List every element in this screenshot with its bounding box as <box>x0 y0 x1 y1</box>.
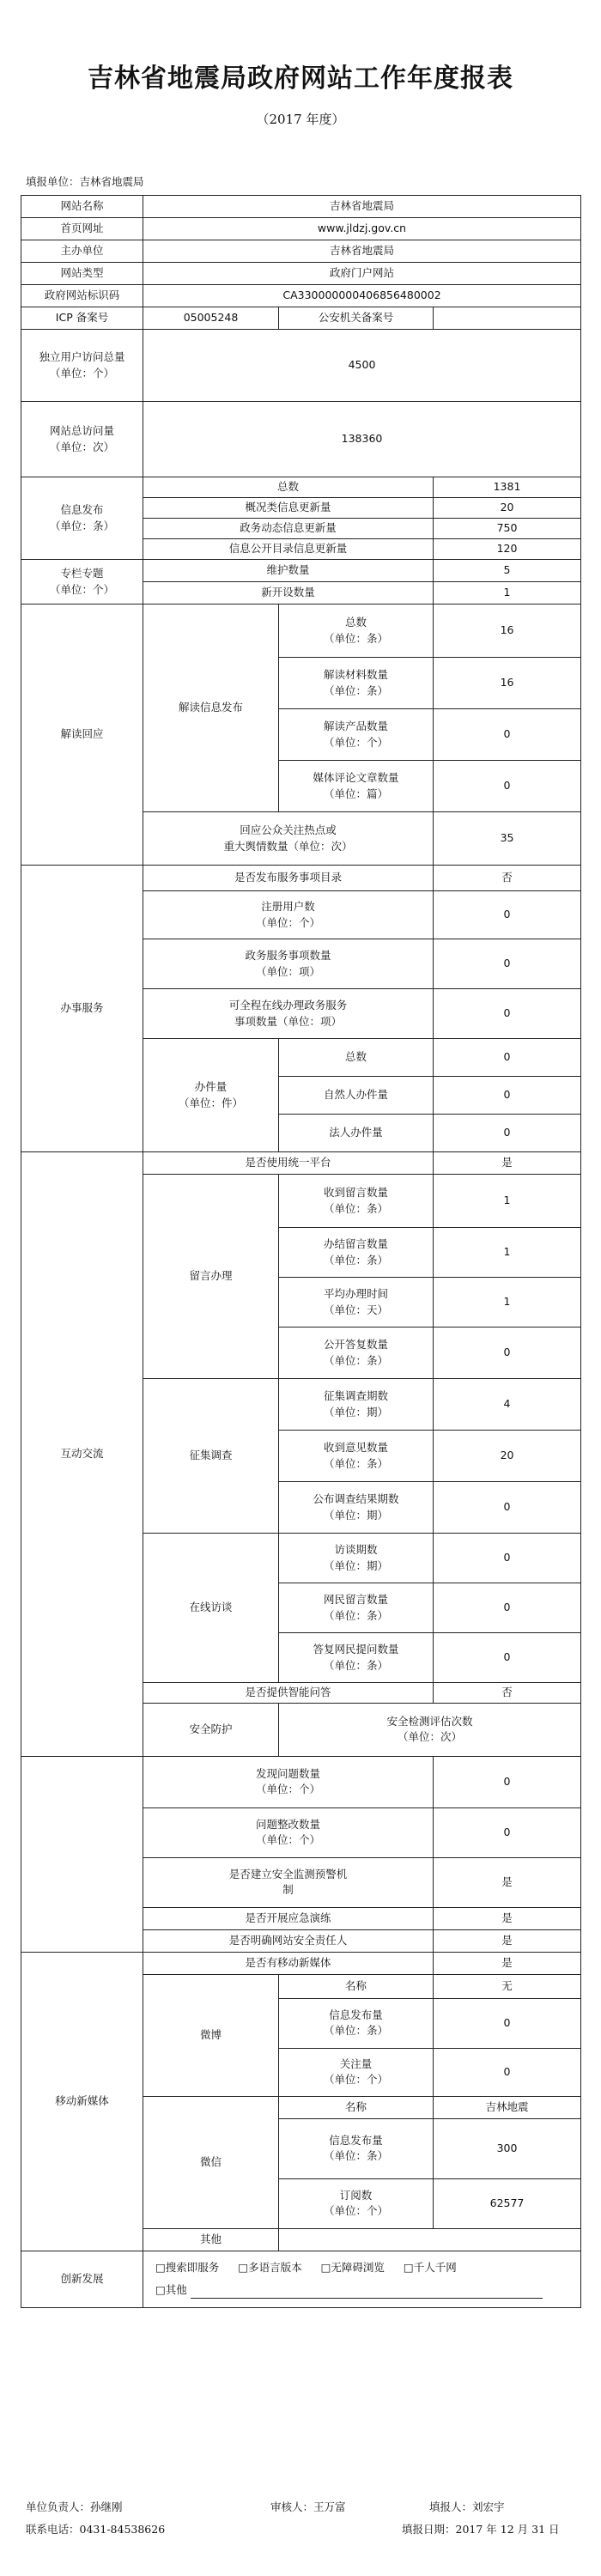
page-title: 吉林省地震局政府网站工作年度报表 <box>88 64 513 94</box>
row-handle: 法人办件量 0 <box>21 1115 581 1152</box>
label: 独立用户访问总量 （单位：个） <box>21 330 143 402</box>
filler: 填报人：刘宏宇 <box>429 2500 505 2513</box>
checkbox-multi-language[interactable]: □多语言版本 <box>238 2260 302 2274</box>
label: ICP 备案号 <box>21 307 143 330</box>
row-survey: 公布调查结果期数 （单位：期） 0 <box>21 1482 581 1534</box>
icp-value: 05005248 <box>143 307 279 330</box>
row-msg: 办结留言数量 （单位：条） 1 <box>21 1228 581 1278</box>
row-weibo: 关注量 （单位：个） 0 <box>21 2048 581 2096</box>
contact-phone: 联系电话：0431-84538626 <box>26 2523 166 2536</box>
row-innovation <box>21 2251 581 2307</box>
checkbox-search-service[interactable]: □搜索即服务 <box>155 2260 220 2274</box>
police-value <box>434 307 581 330</box>
row-wechat: 订阅数 （单位：个） 62577 <box>21 2178 581 2228</box>
row-wechat: 信息发布量 （单位：条） 300 <box>21 2118 581 2178</box>
value: 4500 <box>143 330 581 402</box>
label: 首页网址 <box>21 218 143 240</box>
label: 信息发布 （单位：条） <box>21 477 143 560</box>
row-home <box>21 218 581 240</box>
checkbox-other[interactable]: □其他 <box>155 2283 187 2297</box>
row-weibo: 信息发布量 （单位：条） 0 <box>21 1998 581 2048</box>
row-security: 发现问题数量 （单位：个） 0 <box>21 1756 581 1807</box>
row-security: 安全防护 安全检测评估次数 （单位：次） <box>21 1703 581 1756</box>
row-info: 信息发布 （单位：条） 总数 1381 <box>21 477 581 498</box>
row-info: 概况类信息更新量 20 <box>21 498 581 519</box>
row-msg: 平均办理时间 （单位：天） 1 <box>21 1278 581 1327</box>
row-msg: 留言办理 收到留言数量 （单位：条） 1 <box>21 1175 581 1228</box>
label: 移动新媒体 <box>21 1952 143 2251</box>
label: 办事服务 <box>21 866 143 1152</box>
label: 创新发展 <box>21 2251 143 2307</box>
row-talk: 在线访谈 访谈期数 （单位：期） 0 <box>21 1534 581 1583</box>
label: 专栏专题 （单位：个） <box>21 560 143 605</box>
label: 公安机关备案号 <box>279 307 434 330</box>
row-topics: 专栏专题 （单位：个） 维护数量 5 <box>21 560 581 582</box>
row-interact: 互动交流 是否使用统一平台 是 <box>21 1152 581 1175</box>
row-visitors <box>21 330 581 402</box>
row-weibo: 微博 名称 无 <box>21 1974 581 1998</box>
row-host <box>21 240 581 263</box>
label: 主办单位 <box>21 240 143 263</box>
row-info: 政务动态信息更新量 750 <box>21 519 581 539</box>
row-interpret: 解读回应 解读信息发布 总数 （单位：条） 16 <box>21 605 581 658</box>
row-handle: 自然人办件量 0 <box>21 1077 581 1115</box>
row-service: 注册用户数 （单位：个） 0 <box>21 891 581 939</box>
row-visits <box>21 402 581 477</box>
checkbox-personalized[interactable]: □千人千网 <box>403 2260 457 2274</box>
other-input-line[interactable] <box>191 2287 543 2299</box>
unit-leader: 单位负责人：孙继刚 <box>26 2500 123 2513</box>
report-unit: 填报单位：吉林省地震局 <box>26 175 144 188</box>
row-mobile: 移动新媒体 是否有移动新媒体 是 <box>21 1952 581 1974</box>
row-talk: 网民留言数量 （单位：条） 0 <box>21 1583 581 1633</box>
row-code <box>21 285 581 307</box>
value: 138360 <box>143 402 581 477</box>
sub-label: 解读信息发布 <box>143 605 279 812</box>
row-site-name <box>21 196 581 218</box>
report-year: （2017 年度） <box>256 112 345 127</box>
home-url: www.jldzj.gov.cn <box>143 218 581 240</box>
row-security: 是否开展应急演练 是 <box>21 1907 581 1929</box>
label: 互动交流 <box>21 1152 143 1757</box>
row-survey: 收到意见数量 （单位：条） 20 <box>21 1431 581 1482</box>
value: 吉林省地震局 <box>143 196 581 218</box>
row-wechat: 微信 名称 吉林地震 <box>21 2096 581 2118</box>
checkbox-accessibility[interactable]: □无障碍浏览 <box>320 2260 385 2274</box>
row-smart: 是否提供智能问答 否 <box>21 1683 581 1704</box>
row-security: 问题整改数量 （单位：个） 0 <box>21 1807 581 1857</box>
reviewer: 审核人：王万富 <box>270 2500 346 2513</box>
row-respond: 回应公众关注热点或 重大舆情数量（单位：次） 35 <box>21 812 581 866</box>
label: 网站类型 <box>21 263 143 285</box>
row-interpret: 解读材料数量 （单位：条） 16 <box>21 658 581 709</box>
report-table <box>21 195 581 2308</box>
value: CA330000000406856480002 <box>143 285 581 307</box>
value: 吉林省地震局 <box>143 240 581 263</box>
label: 网站名称 <box>21 196 143 218</box>
label: 安全防护 <box>143 1703 279 1756</box>
label: 网站总访问量 （单位：次） <box>21 402 143 477</box>
row-survey: 征集调查 征集调查期数 （单位：期） 4 <box>21 1379 581 1431</box>
row-service: 政务服务事项数量 （单位：项） 0 <box>21 939 581 989</box>
label: 政府网站标识码 <box>21 285 143 307</box>
row-security: 是否明确网站安全责任人 是 <box>21 1929 581 1952</box>
value: 政府门户网站 <box>143 263 581 285</box>
row-topics: 新开设数量 1 <box>21 582 581 605</box>
report-date: 填报日期：2017 年 12 月 31 日 <box>402 2523 560 2536</box>
row-info: 信息公开目录信息更新量 120 <box>21 539 581 560</box>
row-security: 是否建立安全监测预警机 制 是 <box>21 1857 581 1907</box>
row-service: 可全程在线办理政务服务 事项数量（单位：项） 0 <box>21 989 581 1039</box>
row-talk: 答复网民提问数量 （单位：条） 0 <box>21 1633 581 1683</box>
row-type <box>21 263 581 285</box>
row-handle: 办件量 （单位：件） 总数 0 <box>21 1039 581 1077</box>
row-mobile-other: 其他 <box>21 2228 581 2251</box>
label: 解读回应 <box>21 605 143 866</box>
row-icp <box>21 307 581 330</box>
row-interpret: 解读产品数量 （单位：个） 0 <box>21 709 581 761</box>
row-interpret: 媒体评论文章数量 （单位：篇） 0 <box>21 761 581 812</box>
row-service: 办事服务 是否发布服务事项目录 否 <box>21 866 581 891</box>
row-msg: 公开答复数量 （单位：条） 0 <box>21 1327 581 1379</box>
